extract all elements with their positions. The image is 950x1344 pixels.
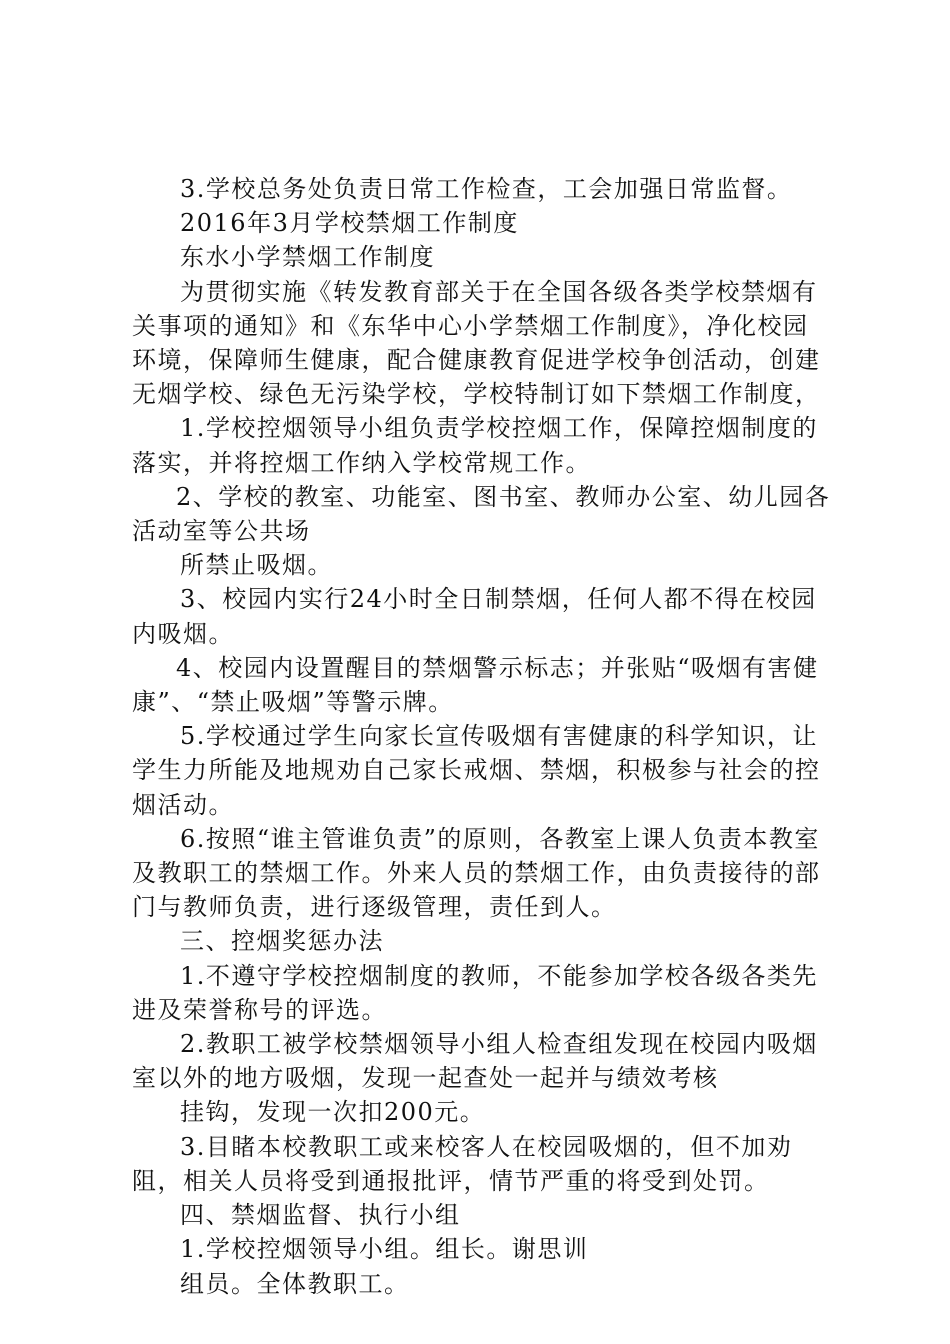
paragraph-group-members: 组员。全体教职工。 <box>180 1269 410 1298</box>
paragraph-rule-6: 6.按照“谁主管谁负责”的原则，各教室上课人负责本教室及教职工的禁烟工作。外来人员的禁烟工作，由负责接待的部门与教师负责，进行逐级管理，责任到人。 <box>132 824 821 922</box>
paragraph-rule-3: 3、校园内实行24小时全日制禁烟，任何人都不得在校园内吸烟。 <box>132 585 817 648</box>
paragraph-penalty-3: 3.目睹本校教职工或来校客人在校园吸烟的，但不加劝阻，相关人员将受到通报批评，情节严重的将受到处罚。 <box>132 1132 793 1195</box>
paragraph-date-heading: 2016年3月学校禁烟工作制度 <box>180 209 519 238</box>
section-heading-supervision-group: 四、禁烟监督、执行小组 <box>180 1201 461 1230</box>
document-title: 东水小学禁烟工作制度 <box>180 243 435 272</box>
paragraph-rule-1: 1.学校控烟领导小组负责学校控烟工作，保障控烟制度的落实，并将控烟工作纳入学校常规工作。 <box>132 414 818 477</box>
paragraph-penalty-2: 2.教职工被学校禁烟领导小组人检查组发现在校园内吸烟室以外的地方吸烟，发现一起查处一起并与绩效考核 <box>132 1030 818 1093</box>
document-body <box>132 172 832 1301</box>
paragraph-rule-4: 4、校园内设置醒目的禁烟警示标志；并张贴“吸烟有害健康”、“禁止吸烟”等警示牌。 <box>132 653 819 717</box>
paragraph-group-leader: 1.学校控烟领导小组。组长。谢思训 <box>180 1235 589 1264</box>
paragraph-penalty-1: 1.不遵守学校控烟制度的教师，不能参加学校各级各类先进及荣誉称号的评选。 <box>132 961 818 1024</box>
paragraph-rule-5: 5.学校通过学生向家长宣传吸烟有害健康的科学知识，让学生力所能及地规劝自己家长戒烟、禁烟，积极参与社会的控烟活动。 <box>132 722 821 819</box>
paragraph-introduction: 为贯彻实施《转发教育部关于在全国各级各类学校禁烟有关事项的通知》和《东华中心小学禁烟工作制度》，净化校园环境，保障师生健康，配合健康教育促进学校争创活动，创建无烟学校、绿色无污染学校，学校特制订如下禁烟工作制度， <box>132 277 821 409</box>
section-heading-rewards-penalties: 三、控烟奖惩办法 <box>180 927 384 956</box>
paragraph-penalty-2-continued: 挂钩，发现一次扣200元。 <box>180 1098 486 1127</box>
paragraph-rule-2-continued: 所禁止吸烟。 <box>180 551 333 580</box>
paragraph-rule-2: 2、学校的教室、功能室、图书室、教师办公室、幼儿园各活动室等公共场 <box>132 482 831 546</box>
paragraph-general-affairs-duty: 3.学校总务处负责日常工作检查，工会加强日常监督。 <box>180 175 793 203</box>
